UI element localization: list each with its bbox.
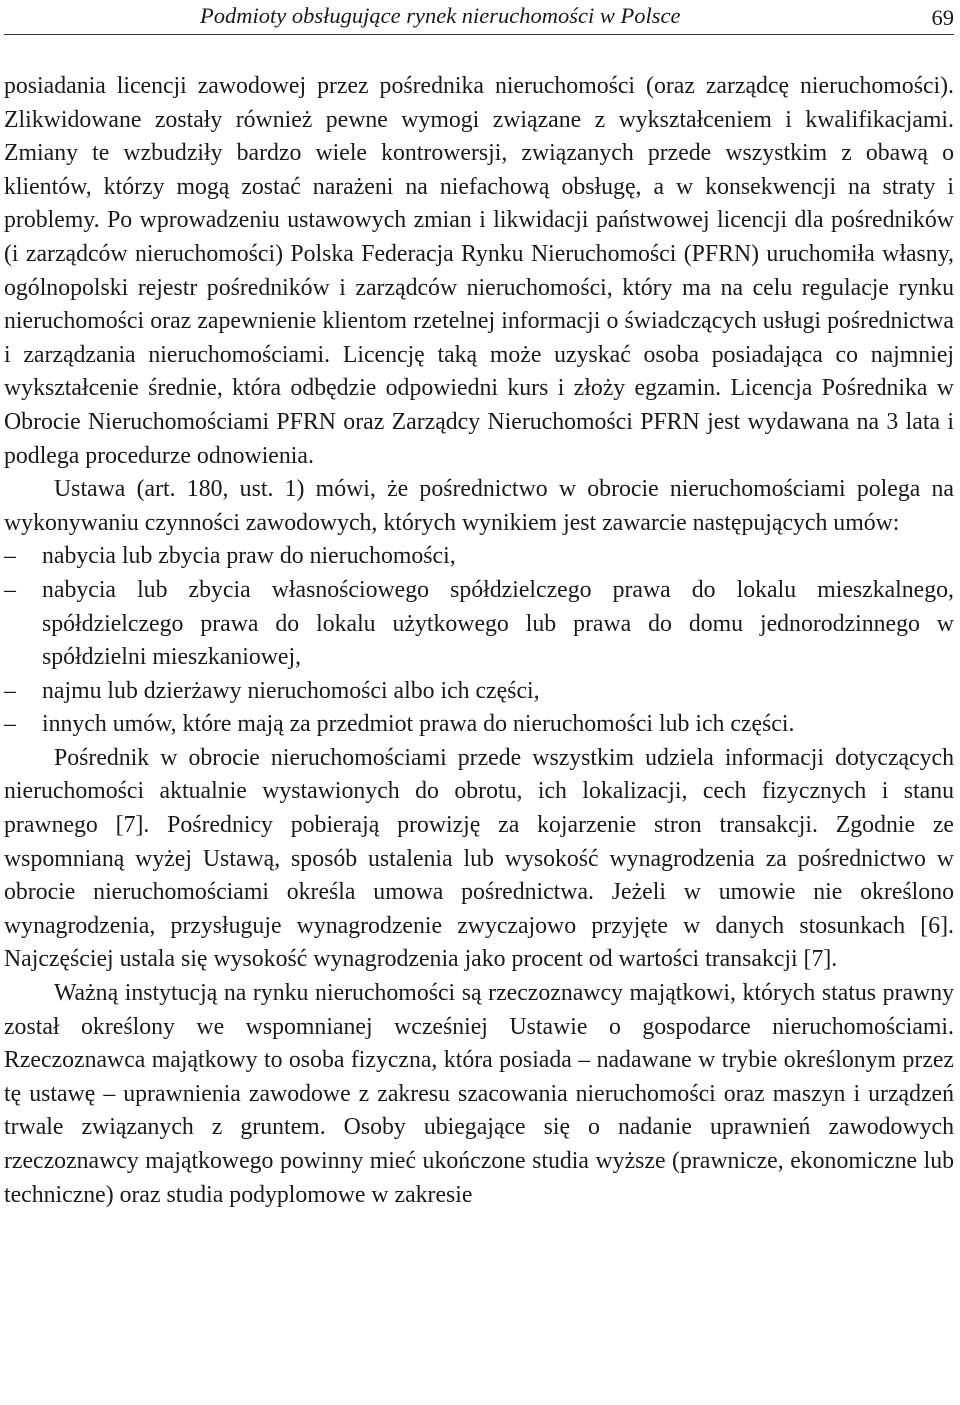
list-item: [4, 708, 954, 742]
paragraph-2: Ustawa (art. 180, ust. 1) mówi, że pośrednictwo w obrocie nieruchomościami polega na wykonywaniu czynności zawodowych, których wynikiem jest zawarcie następujących umów:: [4, 476, 954, 536]
list-item: [4, 675, 954, 709]
list-dash: –: [4, 576, 16, 603]
running-header: [4, 0, 954, 35]
document-page: [4, 0, 954, 1212]
list-item-text: nabycia lub zbycia praw do nieruchomości,: [42, 543, 456, 570]
list-item: [4, 540, 954, 574]
page-number: 69: [931, 5, 954, 30]
list-dash: –: [4, 711, 16, 738]
contract-list: [4, 540, 954, 742]
paragraph-1: posiadania licencji zawodowej przez pośrednika nieruchomości (oraz zarządcę nieruchomości). Zlikwidowane zostały również pewne wymogi związane z wykształceniem i kwalifikacjami. Zmiany te wzbudziły bardzo wiele kontrowersji, związanych przede wszystkim z obawą o klientów, którzy mogą zostać narażeni na niefachową obsługę, a w konsekwencji na straty i problemy. Po wprowadzeniu ustawowych zmian i likwidacji państwowej licencji dla pośredników (i zarządców nieruchomości) Polska Federacja Rynku Nieruchomości (PFRN) uruchomiła własny, ogólnopolski rejestr pośredników i zarządców nieruchomości, który ma na celu regulacje rynku nieruchomości oraz zapewnienie klientom rzetelnej informacji o świadczących usługi pośrednictwa i zarządzania nieruchomościami. Licencję taką może uzyskać osoba posiadająca co najmniej wykształcenie średnie, która odbędzie odpowiedni kurs i złoży egzamin. Licencja Pośrednika w Obrocie Nieruchomościami PFRN oraz Zarządcy Nieruchomości PFRN jest wydawana na 3 lata i podlega procedurze odnowienia.: [4, 73, 954, 469]
list-item-text: najmu lub dzierżawy nieruchomości albo ich części,: [42, 677, 540, 704]
list-item: [4, 574, 954, 675]
list-dash: –: [4, 543, 16, 570]
list-item-text: nabycia lub zbycia własnościowego spółdzielczego prawa do lokalu mieszkalnego, spółdzielczego prawa do lokalu użytkowego lub prawa do domu jednorodzinnego w spółdzielni mieszkaniowej,: [42, 576, 954, 671]
paragraph-4: Ważną instytucją na rynku nieruchomości są rzeczoznawcy majątkowi, których status prawny został określony we wspomnianej wcześniej Ustawie o gospodarce nieruchomościami. Rzeczoznawca majątkowy to osoba fizyczna, która posiada – nadawane w trybie określonym przez tę ustawę – uprawnienia zawodowe z zakresu szacowania nieruchomości oraz maszyn i urządzeń trwale związanych z gruntem. Osoby ubiegające się o nadanie uprawnień zawodowych rzeczoznawcy majątkowego powinny mieć ukończone studia wyższe (prawnicze, ekonomiczne lub techniczne) oraz studia podyplomowe w zakresie: [4, 980, 954, 1208]
body-text: [4, 70, 954, 1212]
paragraph-3: Pośrednik w obrocie nieruchomościami przede wszystkim udziela informacji dotyczących nieruchomości aktualnie wystawionych do obrotu, ich lokalizacji, cech fizycznych i stanu prawnego [7]. Pośrednicy pobierają prowizję za kojarzenie stron transakcji. Zgodnie ze wspomnianą wyżej Ustawą, sposób ustalenia lub wysokość wynagrodzenia za pośrednictwo w obrocie nieruchomościami określa umowa pośrednictwa. Jeżeli w umowie nie określono wynagrodzenia, przysługuje wynagrodzenie zwyczajowo przyjęte w danych stosunkach [6]. Najczęściej ustala się wysokość wynagrodzenia jako procent od wartości transakcji [7].: [4, 744, 954, 973]
list-dash: –: [4, 677, 16, 704]
list-item-text: innych umów, które mają za przedmiot prawa do nieruchomości lub ich części.: [42, 711, 795, 738]
running-title: Podmioty obsługujące rynek nieruchomości w Polsce: [200, 3, 681, 28]
